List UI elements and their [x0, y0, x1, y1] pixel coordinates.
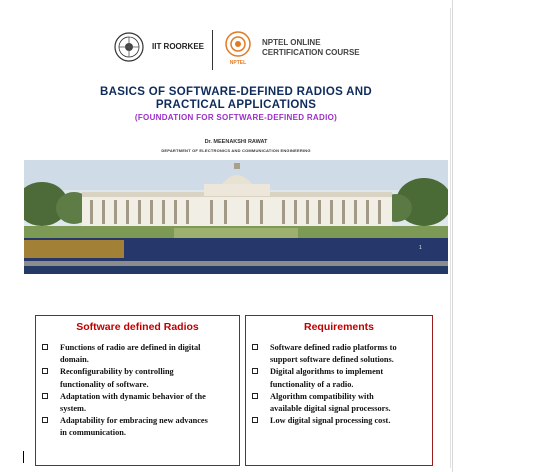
slide-subtitle: (FOUNDATION FOR SOFTWARE-DEFINED RADIO)	[134, 113, 338, 122]
footer-band-gold	[24, 240, 124, 258]
program-name	[262, 38, 360, 58]
list-item	[42, 342, 239, 366]
list-item	[42, 391, 239, 415]
list-item	[42, 366, 239, 390]
document-page	[22, 8, 451, 468]
list-item-line: domain.	[60, 355, 89, 365]
page-number: 1	[419, 245, 422, 251]
list-item-line: Adaptation with dynamic behavior of the	[60, 391, 206, 401]
checkbox-bullet-icon	[252, 368, 258, 374]
campus-building-photo	[24, 160, 448, 238]
logo-divider	[212, 30, 213, 70]
requirements-box	[245, 315, 433, 466]
sdr-features-title: Software defined Radios	[76, 321, 199, 333]
list-item-line: Low digital signal processing cost.	[270, 416, 391, 426]
list-item-line: Software defined radio platforms to	[270, 343, 397, 352]
checkbox-bullet-icon	[252, 344, 258, 350]
requirements-list	[252, 342, 432, 427]
institute-name: IIT ROORKEE	[152, 42, 205, 51]
list-item-line: system.	[60, 404, 87, 414]
text-cursor	[23, 451, 24, 463]
checkbox-bullet-icon	[42, 393, 48, 399]
sdr-features-box	[35, 315, 240, 466]
list-item	[252, 415, 432, 427]
program-line-2: CERTIFICATION COURSE	[262, 48, 360, 57]
list-item-line: Functions of radio are defined in digital	[60, 343, 201, 352]
list-item-line: Adaptability for embracing new advances	[60, 416, 208, 426]
list-item-line: functionality of software.	[60, 379, 149, 389]
list-item	[252, 391, 432, 415]
list-item-line: functionality of a radio.	[270, 379, 354, 389]
header-logos	[112, 30, 392, 70]
footer-band-navy	[24, 266, 448, 274]
author-name: Dr. MEENAKSHI RAWAT	[204, 139, 268, 145]
sdr-features-list	[42, 342, 239, 440]
checkbox-bullet-icon	[252, 393, 258, 399]
checkbox-bullet-icon	[42, 417, 48, 423]
requirements-title: Requirements	[303, 321, 375, 333]
nptel-logo-text: NPTEL	[229, 60, 247, 66]
checkbox-bullet-icon	[252, 417, 258, 423]
list-item-line: Digital algorithms to implement	[270, 367, 384, 377]
department-name: DEPARTMENT OF ELECTRONICS AND COMMUNICATION ENGINEERING	[161, 148, 311, 153]
slide-title-line-2: PRACTICAL APPLICATIONS	[155, 99, 317, 111]
list-item-line: Reconfigurability by controlling	[60, 367, 174, 377]
list-item	[252, 342, 432, 366]
list-item-line: support software defined solutions.	[270, 355, 394, 365]
slide-title-line-1: BASICS OF SOFTWARE-DEFINED RADIOS AND	[100, 86, 372, 98]
checkbox-bullet-icon	[42, 344, 48, 350]
list-item	[252, 366, 432, 390]
iit-roorkee-logo-icon	[114, 32, 144, 62]
program-line-1: NPTEL ONLINE	[262, 38, 321, 47]
list-item-line: in communication.	[60, 428, 126, 438]
list-item-line: Algorithm compatibility with	[270, 391, 374, 401]
document-edge-rule	[452, 0, 453, 472]
nptel-logo-icon	[222, 30, 254, 66]
list-item-line: available digital signal processors.	[270, 404, 391, 414]
list-item	[42, 415, 239, 439]
checkbox-bullet-icon	[42, 368, 48, 374]
